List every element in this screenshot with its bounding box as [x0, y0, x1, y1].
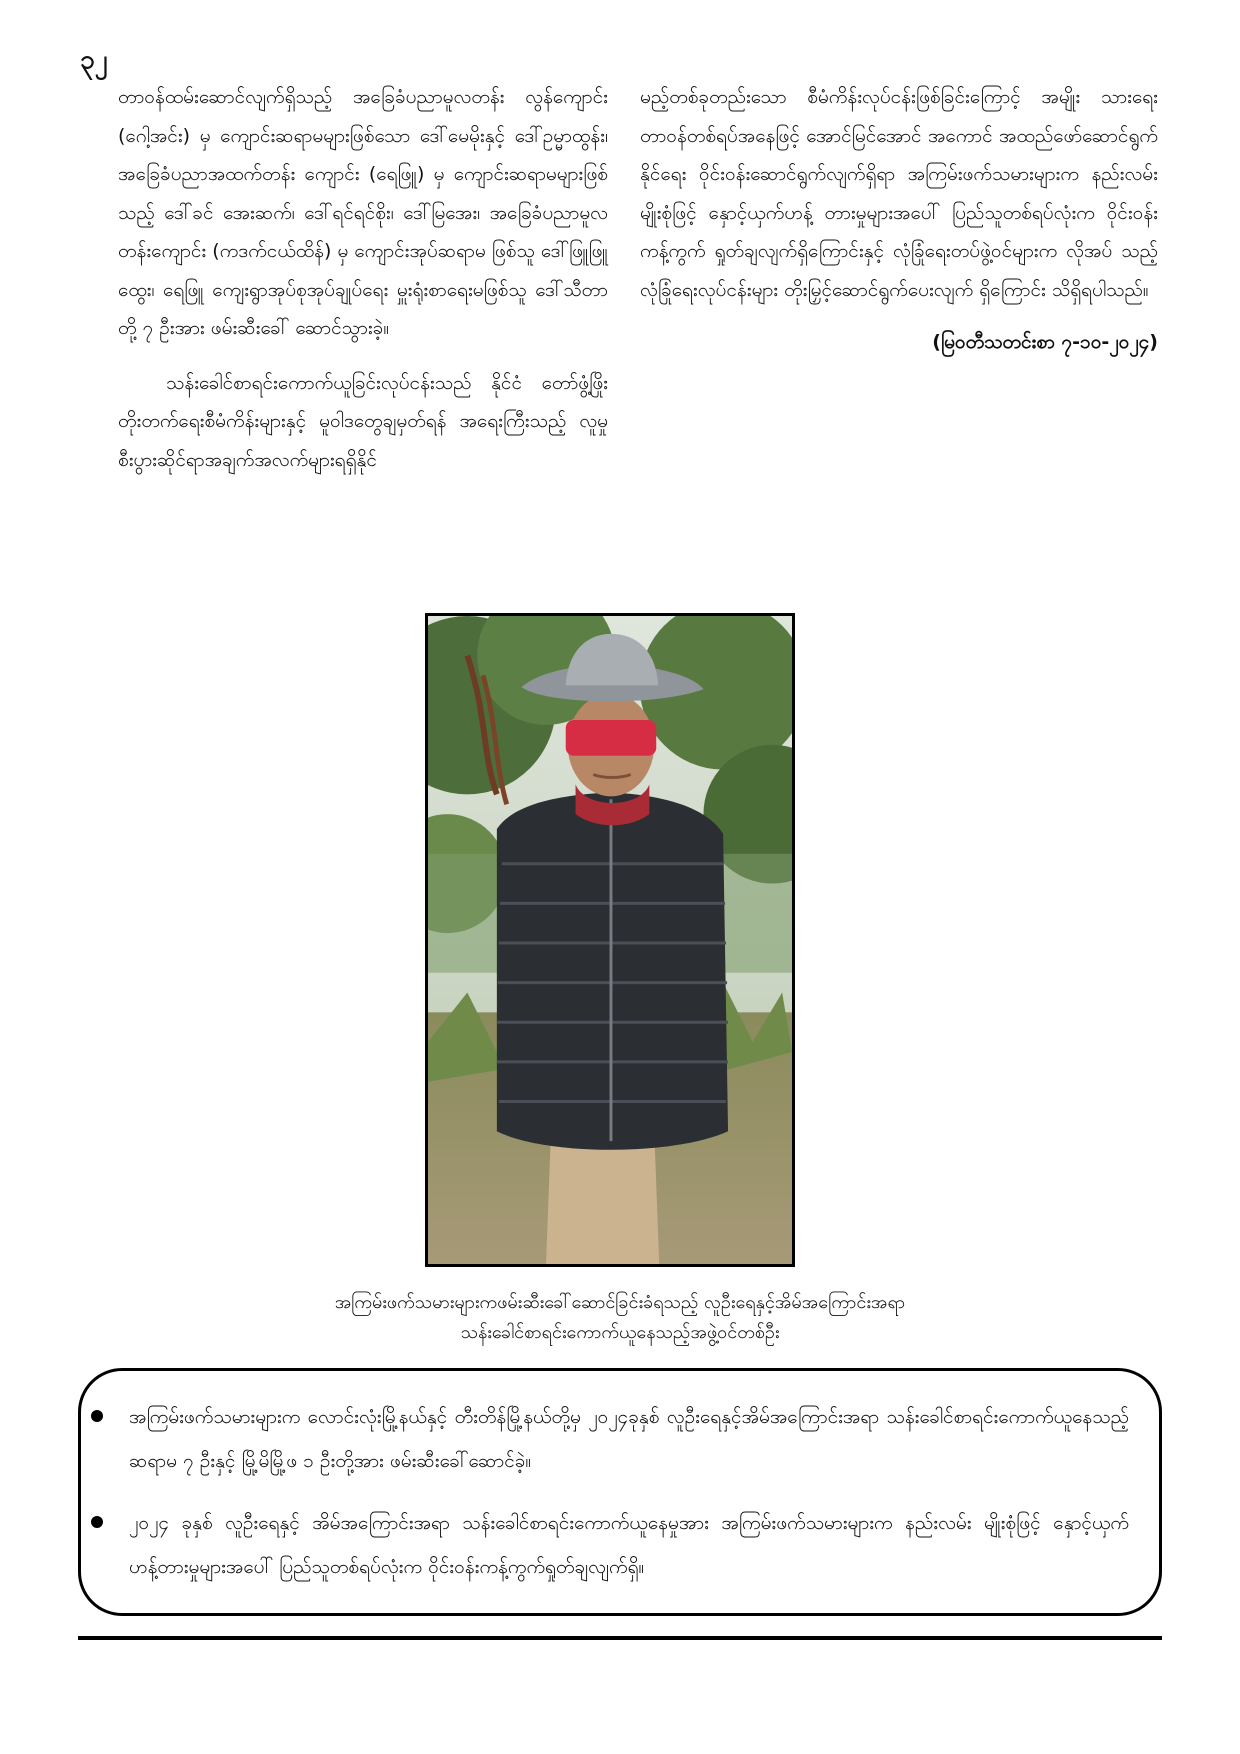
photo-caption — [190, 1288, 1050, 1348]
summary-item — [129, 1501, 1129, 1589]
text-line: ဒေါ်မေမိုးနှင့် ဒေါ်ဥမ္မာထွန်း၊ အခြေခံပညာအထက်တန်း — [118, 124, 608, 185]
text-line: ဖြစ်သူ ဒေါ်ဖြူဖြူထွေး၊ ရေဖြူ ကျေးရွာအုပ်စုအုပ်ချုပ်ရေး — [118, 240, 608, 301]
summary-item — [129, 1395, 1129, 1483]
caption-line-2: သန်းခေါင်စာရင်းကောက်ယူနေသည့်အဖွဲ့ဝင်တစ်ဦး — [460, 1322, 780, 1343]
text-line: ဆောင်သွားခဲ့။ — [295, 317, 390, 339]
text-line: သည့်လုံခြုံရေးလုပ်ငန်းများ တိုးမြှင့်ဆောင်ရွက်ပေးလျက် — [640, 240, 1159, 301]
text-line: ကျောင်း (ရေဖြူ) မှ ကျောင်းဆရာမများဖြစ်သည့် ဒေါ်ခင် — [118, 163, 608, 224]
text-line: တာဝန်ထမ်းဆောင်လျက်ရှိသည့် အခြေခံပညာမူလတန်း — [118, 86, 505, 108]
bullet-icon — [91, 1516, 103, 1528]
text-line: အထည်ဖော်ဆောင်ရွက်နိုင်ရေး ဝိုင်းဝန်းဆောင်ရွက်လျက်ရှိရာ — [640, 124, 1158, 185]
blindfolded-man-photo — [428, 616, 792, 1264]
page-number: ၃၂ — [80, 45, 108, 75]
summary-line: ၂၀၂၄ ခုနှစ် လူဦးရေနှင့် အိမ်အကြောင်းအရာ သန်းခေါင်စာရင်းကောက်ယူနေမှုအား အကြမ်းဖက်သမားများက နည်းလမ်း — [129, 1512, 972, 1534]
text-line: အကြမ်းဖက်သမားများက နည်းလမ်းမျိုးစုံဖြင့် နှောင့်ယှက်ဟန့် — [640, 163, 1158, 224]
text-line: တန်းကျောင်း (ကဒက်ငယ်ထိန်) မှ ကျောင်းအုပ်ဆရာမ — [118, 240, 486, 262]
text-line: အေးဆက်၊ ဒေါ်ရင်ရင်စိုး၊ ဒေါ်မြအေး၊ အခြေခံပညာမူလ — [222, 201, 608, 224]
text-line: တားမှုများအပေါ် ပြည်သူတစ်ရပ်လုံးက ဝိုင်းဝန်းကန့်ကွက် — [640, 201, 1158, 262]
news-photo — [425, 613, 795, 1267]
text-line: သန်းခေါင်စာရင်းကောက်ယူခြင်းလုပ်ငန်းသည် နိုင်ငံ — [166, 371, 522, 394]
text-line: ရှိကြောင်း သိရှိရပါသည်။ — [979, 278, 1149, 301]
text-line: မည့်တစ်ခုတည်းသော စီမံကိန်းလုပ်ငန်းဖြစ်ခြင်းကြောင့် အမျိုး — [640, 86, 1081, 108]
summary-line: အကြမ်းဖက်သမားများက လောင်းလုံးမြို့နယ်နှင့် တီးတိန်မြို့နယ်တို့မှ ၂၀၂၄ခုနှစ် လူဦးရေနှင့်အိမ်အကြောင်းအရာ — [129, 1406, 880, 1428]
right-paragraph-1 — [640, 78, 1158, 309]
summary-box — [78, 1368, 1162, 1616]
text-line: အရေးကြီးသည့် လူမှုစီးပွားဆိုင်ရာအချက်အလက်များရရှိနိုင် — [118, 410, 608, 471]
bottom-divider — [78, 1636, 1162, 1640]
caption-line-1: အကြမ်းဖက်သမားများကဖမ်းဆီးခေါ်ဆောင်ခြင်းခံရသည့် လူဦးရေနှင့်အိမ်အကြောင်းအရာ — [334, 1292, 906, 1313]
summary-line: မျိုးစုံဖြင့် နှောင့်ယှက်ဟန့်တားမှုများအပေါ် ပြည်သူတစ်ရပ်လုံးက ဝိုင်းဝန်းကန့်ကွက်ရှုတ်ချလျက်ရှိ။ — [129, 1512, 1129, 1578]
text-line: မှူးရုံးစာရေးမဖြစ်သူ ဒေါ်သီတာတို့ ၇ ဦးအား ဖမ်းဆီးခေါ် — [118, 278, 608, 339]
text-line: တော်ဖွံ့ဖြိုးတိုးတက်ရေးစီမံကိန်းများနှင့် မူဝါဒတွေချမှတ်ရန် — [118, 371, 608, 432]
text-line: လွန်ကျောင်း (ဂေါ့အင်း) မှ ကျောင်းဆရာမများဖြစ်သော — [118, 86, 608, 147]
bullet-icon — [91, 1410, 103, 1422]
text-line: သားရေးတာဝန်တစ်ရပ်အနေဖြင့် အောင်မြင်အောင် အကောင် — [640, 86, 1158, 147]
left-paragraph-1 — [118, 78, 608, 348]
news-source: (မြဝတီသတင်းစာ ၇-၁၀-၂၀၂၄) — [932, 331, 1158, 353]
summary-line: သန်းခေါင်စာရင်းကောက်ယူနေသည့် ဆရာမ ၇ ဦးနှင့် မြို့မိမြို့ဖ ၁ ဦးတို့အား ဖမ်းဆီးခေါ်ဆောင်ခဲ့။ — [129, 1406, 1129, 1472]
article-right-column — [640, 78, 1158, 362]
text-line: ရှုတ်ချလျက်ရှိကြောင်းနှင့် လုံခြုံရေးတပ်ဖွဲ့ဝင်များက လိုအပ် — [714, 240, 1113, 262]
article-left-column — [118, 78, 608, 479]
left-paragraph-2 — [118, 364, 608, 480]
